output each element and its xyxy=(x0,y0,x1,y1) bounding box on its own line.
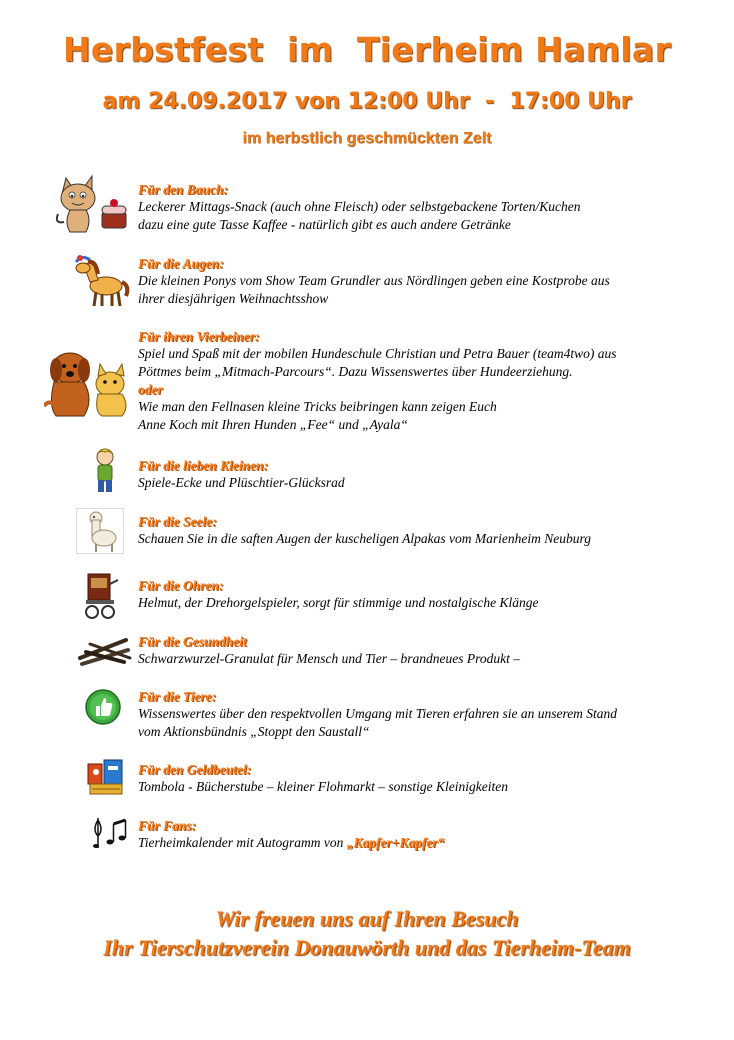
section-ohren xyxy=(138,577,698,612)
section-seele xyxy=(138,513,698,548)
section-title: Für den Bauch: xyxy=(138,182,229,197)
alpaca-icon xyxy=(76,508,124,554)
section-line: Spiel und Spaß mit der mobilen Hundeschule Christian und Petra Bauer (team4two) aus xyxy=(138,346,617,361)
section-title: Für Fans: xyxy=(138,818,197,833)
section-gesundheit xyxy=(138,633,698,668)
section-bauch xyxy=(138,181,698,234)
artist-name: „Kapfer+Kapfer“ xyxy=(346,835,445,850)
cat-with-cake-icon xyxy=(50,172,134,236)
section-line: dazu eine gute Tasse Kaffee - natürlich gibt es auch andere Getränke xyxy=(138,217,511,232)
black-salsify-icon xyxy=(76,632,132,670)
section-line: Wie man den Fellnasen kleine Tricks beibringen kann zeigen Euch xyxy=(138,399,497,414)
section-fans xyxy=(138,817,698,852)
or-label: oder xyxy=(138,382,163,397)
footer-line-1: Wir freuen uns auf Ihren Besuch xyxy=(215,906,519,931)
flea-market-icon xyxy=(84,756,128,800)
calendar-text: Tierheimkalender mit Autogramm von xyxy=(138,835,347,850)
thumbs-up-icon xyxy=(84,688,122,726)
section-line: Schwarzwurzel-Granulat für Mensch und Tier – brandneues Produkt – xyxy=(138,651,520,666)
section-title: Für die lieben Kleinen: xyxy=(138,458,269,473)
section-kleinen xyxy=(138,457,698,492)
event-subtitle: im herbstlich geschmückten Zelt xyxy=(242,130,492,147)
section-title: Für die Augen: xyxy=(138,256,224,271)
section-line: vom Aktionsbündnis „Stoppt den Saustall“ xyxy=(138,724,370,739)
section-line: Tombola - Bücherstube – kleiner Flohmarkt – sonstige Kleinigkeiten xyxy=(138,779,508,794)
child-icon xyxy=(90,446,120,496)
section-title: Für die Gesundheit xyxy=(138,634,247,649)
pony-icon xyxy=(66,252,132,310)
section-line xyxy=(138,834,698,852)
section-line: Helmut, der Drehorgelspieler, sorgt für stimmige und nostalgische Klänge xyxy=(138,595,539,610)
section-title: Für die Ohren: xyxy=(138,578,224,593)
section-line: Schauen Sie in die saften Augen der kuscheligen Alpakas vom Marienheim Neuburg xyxy=(138,531,592,546)
section-line: Leckerer Mittags-Snack (auch ohne Fleisch) oder selbstgebackene Torten/Kuchen xyxy=(138,199,581,214)
footer-line-2: Ihr Tierschutzverein Donauwörth und das Tierheim-Team xyxy=(103,935,631,960)
music-notes-icon xyxy=(90,814,130,852)
section-vierbeiner xyxy=(138,328,698,434)
section-line: Pöttmes beim „Mitmach-Parcours“. Dazu Wissenswertes über Hundeerziehung. xyxy=(138,364,573,379)
section-line: Spiele-Ecke und Plüschtier-Glücksrad xyxy=(138,475,345,490)
section-title: Für die Tiere: xyxy=(138,689,217,704)
section-line: Wissenswertes über den respektvollen Umgang mit Tieren erfahren sie an unserem Stand xyxy=(138,706,618,721)
section-title: Für ihren Vierbeiner: xyxy=(138,329,260,344)
section-title: Für die Seele: xyxy=(138,514,217,529)
section-line: Die kleinen Ponys vom Show Team Grundler aus Nördlingen geben eine Kostprobe aus xyxy=(138,273,610,288)
section-title: Für den Geldbeutel: xyxy=(138,762,252,777)
page-title: Herbstfest im Tierheim Hamlar xyxy=(62,30,672,69)
section-augen xyxy=(138,255,698,308)
section-line: ihrer diesjährigen Weihnachtsshow xyxy=(138,291,329,306)
dogs-icon xyxy=(44,346,136,420)
section-line: Anne Koch mit Ihren Hunden „Fee“ und „Ayala“ xyxy=(138,417,408,432)
barrel-organ-icon xyxy=(82,570,122,620)
section-geldbeutel xyxy=(138,761,698,796)
section-tiere xyxy=(138,688,698,741)
event-date: am 24.09.2017 von 12:00 Uhr - 17:00 Uhr xyxy=(102,89,632,114)
